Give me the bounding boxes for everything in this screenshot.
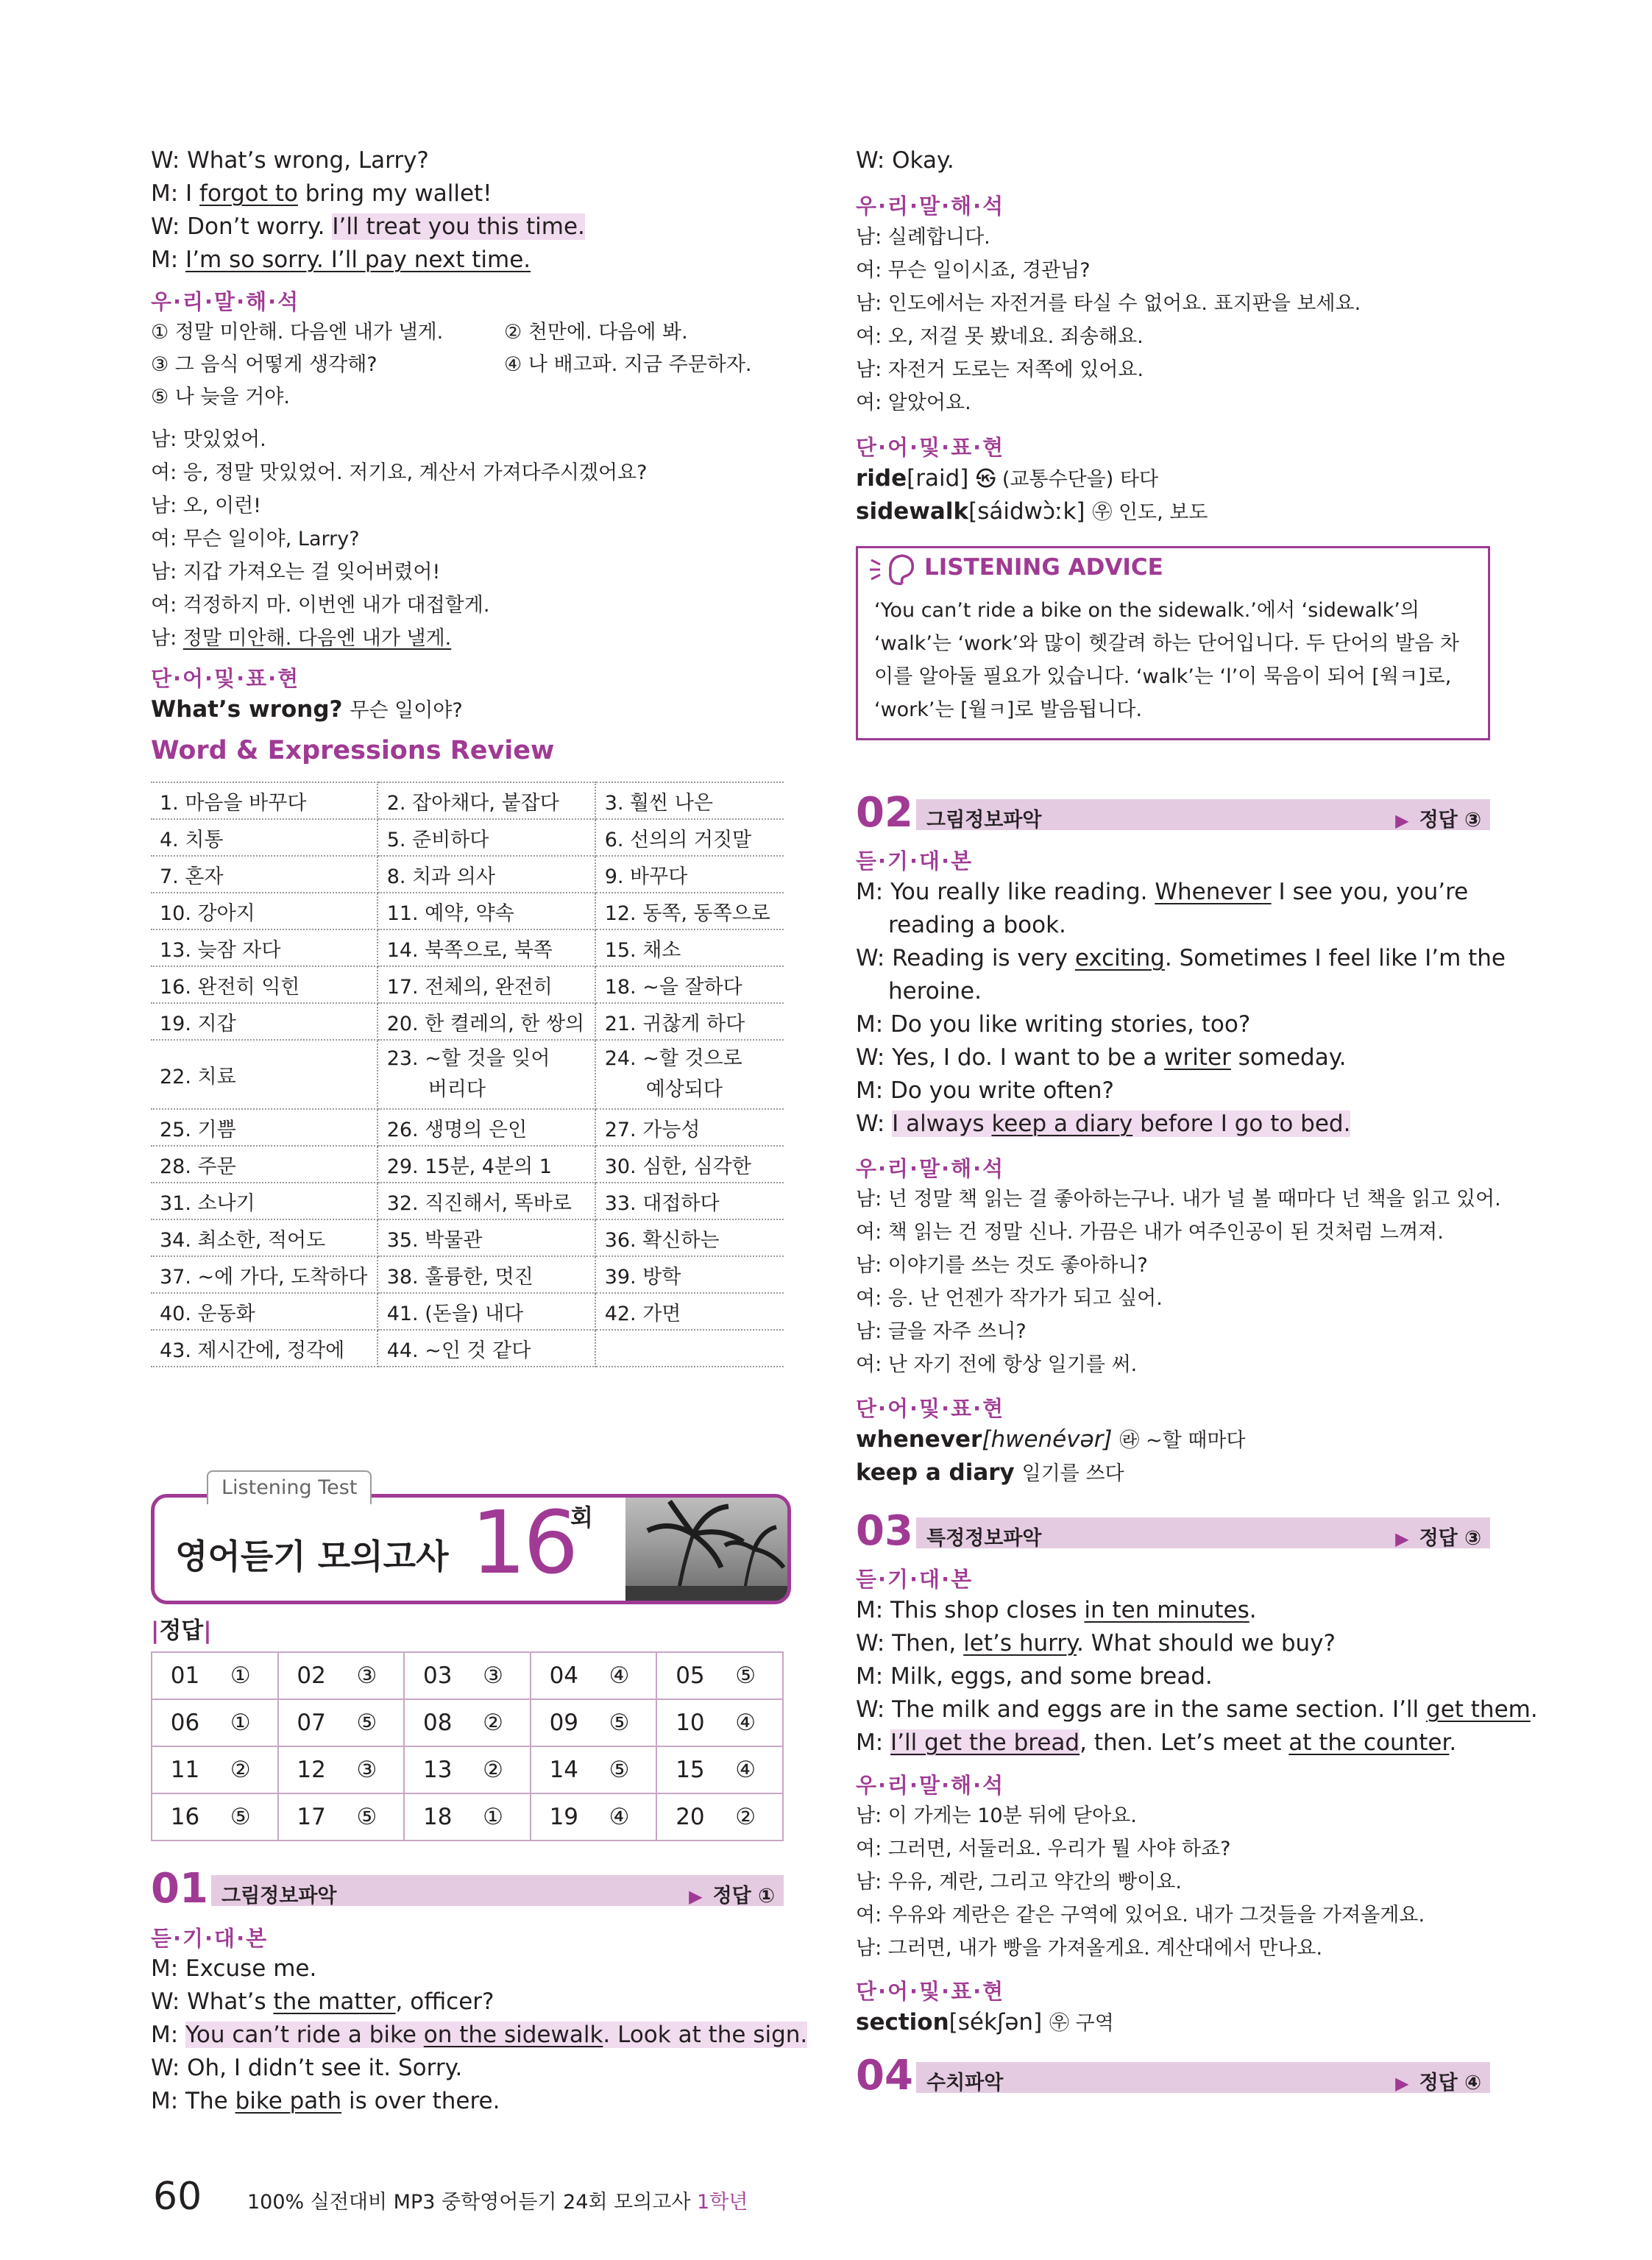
answer-cell bbox=[278, 1793, 405, 1841]
dialog-line: M: I’ll get the bread, then. Let’s meet at the counter. bbox=[856, 1729, 1457, 1756]
dialog-line: W: Okay. bbox=[856, 147, 954, 174]
footer-grade: 1학년 bbox=[697, 2191, 748, 2214]
dialog-line: M: You really like reading. Whenever I see you, you’re bbox=[856, 879, 1469, 905]
review-row bbox=[151, 1109, 784, 1146]
review-cell: 1. 마음을 바꾸다 bbox=[151, 782, 377, 819]
review-row bbox=[151, 1330, 784, 1367]
question-bar bbox=[211, 1875, 784, 1906]
review-cell: 25. 기쁨 bbox=[151, 1109, 377, 1146]
translation-line: 남: 맛있었어. bbox=[151, 428, 266, 451]
translation-line: 여: 우유와 계란은 같은 구역에 있어요. 내가 그것들을 가져올게요. bbox=[856, 1904, 1425, 1927]
review-cell: 36. 확신하는 bbox=[595, 1219, 784, 1256]
review-row bbox=[151, 966, 784, 1003]
answer-number: 07 bbox=[297, 1710, 326, 1736]
answer-cell bbox=[404, 1699, 531, 1746]
answer-cell bbox=[152, 1652, 278, 1699]
answer-number: 06 bbox=[170, 1710, 200, 1736]
advice-title: LISTENING ADVICE bbox=[924, 554, 1163, 581]
answer-choice: ⑤ bbox=[356, 1804, 377, 1830]
review-cell: 43. 제시간에, 정각에 bbox=[151, 1330, 377, 1367]
translation-line: 여: 무슨 일이야, Larry? bbox=[151, 528, 360, 550]
answer-choice: ③ bbox=[483, 1662, 503, 1689]
question-01-header bbox=[151, 1865, 784, 1913]
translation-line: 여: 그러면, 서둘러요. 우리가 뭘 사야 하죠? bbox=[856, 1838, 1231, 1860]
vocab-term: section bbox=[856, 2009, 949, 2036]
dialog-line: M: I’m so sorry. I’ll pay next time. bbox=[151, 247, 531, 273]
review-cell: 26. 생명의 은인 bbox=[377, 1109, 595, 1146]
script-heading: 듣·기·대·본 bbox=[856, 849, 974, 874]
review-title: Word & Expressions Review bbox=[151, 736, 555, 765]
answer-number: 02 bbox=[297, 1662, 326, 1689]
answer-cell bbox=[404, 1793, 531, 1841]
dialog-line: W: Reading is very exciting. Sometimes I feel like I’m the bbox=[856, 945, 1506, 971]
vocab-pron: [sékʃən] bbox=[949, 2009, 1043, 2036]
review-row bbox=[151, 1293, 784, 1330]
review-cell: 33. 대접하다 bbox=[595, 1183, 784, 1219]
answer-cell bbox=[152, 1699, 278, 1746]
review-row bbox=[151, 929, 784, 966]
translation-line: 남: 인도에서는 자전거를 타실 수 없어요. 표지판을 보세요. bbox=[856, 292, 1361, 315]
answer-number: 14 bbox=[549, 1757, 579, 1783]
option-2: ② 천만에. 다음에 봐. bbox=[504, 321, 688, 344]
review-cell: 37. ~에 가다, 도착하다 bbox=[151, 1256, 377, 1293]
answer-choice: ⑤ bbox=[609, 1710, 630, 1736]
review-row bbox=[151, 893, 784, 929]
translation-heading: 우·리·말·해·석 bbox=[151, 289, 300, 314]
vocab-def: ㉱ ~할 때마다 bbox=[1119, 1429, 1246, 1452]
vocab-entry bbox=[151, 695, 463, 726]
translation-line: 여: 걱정하지 마. 이번엔 내가 대접할게. bbox=[151, 594, 490, 617]
review-cell: 2. 잡아채다, 붙잡다 bbox=[377, 782, 595, 819]
test-number-suffix: 회 bbox=[570, 1503, 593, 1531]
option-1: ① 정말 미안해. 다음엔 내가 낼게. bbox=[151, 321, 444, 344]
vocab-def: ㉾ 인도, 보도 bbox=[1092, 501, 1208, 524]
review-cell: 6. 선의의 거짓말 bbox=[595, 819, 784, 856]
answer-choice: ⑤ bbox=[230, 1804, 251, 1830]
answer-number: 08 bbox=[422, 1710, 453, 1736]
review-cell: 18. ~을 잘하다 bbox=[595, 966, 784, 1003]
review-cell: 15. 채소 bbox=[595, 929, 784, 966]
dialog-line: W: Yes, I do. I want to be a writer someday. bbox=[856, 1044, 1347, 1071]
vocab-term: keep a diary bbox=[856, 1459, 1015, 1486]
review-cell: 11. 예약, 약속 bbox=[377, 893, 595, 929]
dialog-line: W: What’s wrong, Larry? bbox=[151, 147, 429, 174]
answer-number: 15 bbox=[676, 1757, 705, 1783]
translation-heading: 우·리·말·해·석 bbox=[856, 1156, 1005, 1181]
question-bar bbox=[916, 799, 1490, 830]
answer-number: 03 bbox=[422, 1662, 453, 1689]
vocab-pron: [hwenévər] bbox=[982, 1426, 1113, 1453]
translation-line: 남: 실례합니다. bbox=[856, 226, 990, 249]
vocab-term: ride bbox=[856, 465, 907, 492]
answer-row bbox=[152, 1746, 783, 1793]
dialog-line: W: I always keep a diary before I go to bed. bbox=[856, 1110, 1351, 1137]
question-number: 03 bbox=[856, 1507, 913, 1555]
answer-choice: ⑤ bbox=[735, 1662, 756, 1689]
review-cell: 20. 한 켤레의, 한 쌍의 bbox=[377, 1003, 595, 1040]
answer-cell bbox=[656, 1699, 783, 1746]
vocab-entry bbox=[856, 497, 1208, 528]
review-cell: 41. (돈을) 내다 bbox=[377, 1293, 595, 1330]
question-number: 04 bbox=[856, 2052, 913, 2100]
vocab-heading: 단·어·및·표·현 bbox=[151, 666, 300, 691]
translation-line: 여: 난 자기 전에 항상 일기를 써. bbox=[856, 1353, 1138, 1376]
option-5: ⑤ 나 늦을 거야. bbox=[151, 386, 290, 408]
review-cell: 40. 운동화 bbox=[151, 1293, 377, 1330]
review-cell: 27. 가능성 bbox=[595, 1109, 784, 1146]
question-03-header bbox=[856, 1507, 1490, 1555]
answer-choice: ② bbox=[483, 1710, 503, 1736]
question-bar bbox=[916, 2062, 1490, 2093]
review-cell: 16. 완전히 익힌 bbox=[151, 966, 377, 1003]
vocab-term: whenever bbox=[856, 1426, 982, 1453]
review-cell: 5. 준비하다 bbox=[377, 819, 595, 856]
translation-line: 여: 책 읽는 건 정말 신나. 가끔은 내가 여주인공이 된 것처럼 느껴져. bbox=[856, 1221, 1444, 1244]
banner-title: 영어듣기 모의고사 bbox=[175, 1537, 449, 1576]
answer-number: 17 bbox=[297, 1804, 326, 1830]
review-cell: 8. 치과 의사 bbox=[377, 856, 595, 893]
dialog-line: W: Oh, I didn’t see it. Sorry. bbox=[151, 2055, 463, 2081]
answer-number: 16 bbox=[170, 1804, 200, 1830]
question-answer: ▶ 정답 ③ bbox=[1395, 809, 1481, 832]
question-type: 그림정보파악 bbox=[221, 1885, 337, 1907]
palm-tree-icon bbox=[625, 1498, 787, 1601]
answer-choice: ② bbox=[483, 1757, 503, 1783]
answer-choice: ⑤ bbox=[609, 1757, 630, 1783]
review-cell: 10. 강아지 bbox=[151, 893, 377, 929]
review-row bbox=[151, 1040, 784, 1109]
review-cell: 32. 직진해서, 똑바로 bbox=[377, 1183, 595, 1219]
dialog-line: M: This shop closes in ten minutes. bbox=[856, 1597, 1257, 1623]
translation-line: 여: 응. 난 언젠가 작가가 되고 싶어. bbox=[856, 1287, 1163, 1310]
translation-heading: 우·리·말·해·석 bbox=[856, 194, 1005, 219]
translation-line: 남: 정말 미안해. 다음엔 내가 낼게. bbox=[151, 627, 452, 650]
translation-line: 남: 이 가게는 10분 뒤에 닫아요. bbox=[856, 1804, 1137, 1827]
review-cell: 7. 혼자 bbox=[151, 856, 377, 893]
review-cell: 13. 늦잠 자다 bbox=[151, 929, 377, 966]
answer-choice: ② bbox=[735, 1804, 756, 1830]
advice-line: 이를 알아둘 필요가 있습니다. ‘walk’는 ‘l’이 묵음이 되어 [웍ㅋ]로, bbox=[874, 665, 1452, 688]
advice-line: ‘You can’t ride a bike on the sidewalk.’에서 ‘sidewalk’의 bbox=[874, 599, 1419, 622]
dialog-line: M: Do you write often? bbox=[856, 1077, 1115, 1104]
dialog-line: W: Then, let’s hurry. What should we buy? bbox=[856, 1630, 1336, 1657]
vocab-term: sidewalk bbox=[856, 498, 969, 525]
translation-line: 남: 이야기를 쓰는 것도 좋아하니? bbox=[856, 1254, 1148, 1277]
review-cell: 19. 지갑 bbox=[151, 1003, 377, 1040]
vocab-pron: [sáidwɔ̀ːk] bbox=[968, 498, 1085, 525]
vocab-def: 일기를 쓰다 bbox=[1021, 1462, 1124, 1485]
test-number: 16 bbox=[471, 1494, 576, 1593]
review-cell: 44. ~인 것 같다 bbox=[377, 1330, 595, 1367]
review-cell: 3. 훨씬 나은 bbox=[595, 782, 784, 819]
review-cell: 17. 전체의, 완전히 bbox=[377, 966, 595, 1003]
review-cell: 34. 최소한, 적어도 bbox=[151, 1219, 377, 1256]
answer-cell bbox=[278, 1652, 405, 1699]
translation-line: 여: 오, 저걸 못 봤네요. 죄송해요. bbox=[856, 325, 1144, 348]
dialog-line: M: The bike path is over there. bbox=[151, 2088, 500, 2114]
page-number: 60 bbox=[153, 2175, 202, 2219]
translation-line: 남: 우유, 계란, 그리고 약간의 빵이요. bbox=[856, 1871, 1182, 1894]
advice-body bbox=[874, 594, 1472, 726]
vocab-def: ㉿ (교통수단을) 타다 bbox=[976, 468, 1159, 491]
question-answer: ▶ 정답 ① bbox=[689, 1885, 775, 1907]
answer-number: 04 bbox=[549, 1662, 579, 1689]
review-cell: 22. 치료 bbox=[151, 1040, 377, 1109]
answer-choice: ③ bbox=[356, 1757, 377, 1783]
review-row bbox=[151, 1219, 784, 1256]
answer-number: 01 bbox=[170, 1662, 200, 1689]
answer-number: 19 bbox=[549, 1804, 579, 1830]
vocab-entry bbox=[856, 1458, 1124, 1489]
vocab-pron: [raid] bbox=[907, 465, 969, 492]
question-answer: ▶ 정답 ③ bbox=[1395, 1527, 1481, 1550]
review-row bbox=[151, 819, 784, 856]
listening-advice-box bbox=[856, 546, 1490, 740]
review-cell: 39. 방학 bbox=[595, 1256, 784, 1293]
review-row bbox=[151, 782, 784, 819]
review-row bbox=[151, 856, 784, 893]
vocab-heading: 단·어·및·표·현 bbox=[856, 1979, 1005, 2004]
review-cell: 31. 소나기 bbox=[151, 1183, 377, 1219]
translation-line: 남: 자전거 도로는 저쪽에 있어요. bbox=[856, 358, 1144, 381]
dialog-line: M: I forgot to bring my wallet! bbox=[151, 180, 492, 207]
review-cell: 23. ~할 것을 잊어 버리다 bbox=[377, 1040, 595, 1109]
answer-choice: ④ bbox=[609, 1662, 630, 1689]
advice-line: ‘work’는 [월ㅋ]로 발음됩니다. bbox=[874, 698, 1143, 721]
review-row bbox=[151, 1183, 784, 1219]
banner-frame bbox=[151, 1494, 791, 1604]
palm-tree-photo bbox=[625, 1498, 787, 1601]
triangle-icon: ▶ bbox=[1395, 1528, 1409, 1549]
answer-choice: ① bbox=[230, 1662, 251, 1689]
answer-number: 20 bbox=[676, 1804, 705, 1830]
answer-cell bbox=[152, 1746, 278, 1793]
answer-heading: |정답| bbox=[151, 1618, 212, 1644]
review-table bbox=[151, 782, 784, 1367]
answer-number: 18 bbox=[422, 1804, 453, 1830]
question-02-header bbox=[856, 789, 1490, 837]
translation-line: 여: 알았어요. bbox=[856, 392, 971, 414]
dialog-line: W: What’s the matter, officer? bbox=[151, 1988, 494, 2015]
dialog-line: M: Excuse me. bbox=[151, 1955, 317, 1982]
vocab-heading: 단·어·및·표·현 bbox=[856, 435, 1005, 460]
question-answer: ▶ 정답 ④ bbox=[1395, 2072, 1481, 2094]
answer-cell bbox=[404, 1652, 531, 1699]
answer-cell bbox=[531, 1793, 657, 1841]
triangle-icon: ▶ bbox=[1395, 810, 1409, 831]
answer-cell bbox=[404, 1746, 531, 1793]
review-cell bbox=[595, 1330, 784, 1367]
banner-tab: Listening Test bbox=[207, 1470, 372, 1504]
answer-choice: ⑤ bbox=[356, 1710, 377, 1736]
triangle-icon: ▶ bbox=[1395, 2073, 1409, 2094]
question-bar bbox=[916, 1517, 1490, 1548]
dialog-line: M: Milk, eggs, and some bread. bbox=[856, 1663, 1213, 1690]
review-cell: 9. 바꾸다 bbox=[595, 856, 784, 893]
translation-heading: 우·리·말·해·석 bbox=[856, 1773, 1005, 1798]
ear-icon bbox=[867, 551, 918, 595]
script-heading: 듣·기·대·본 bbox=[856, 1567, 974, 1592]
answer-cell bbox=[531, 1699, 657, 1746]
review-row bbox=[151, 1146, 784, 1183]
dialog-line: M: You can’t ride a bike on the sidewalk. Look at the sign. bbox=[151, 2022, 808, 2048]
answer-row bbox=[152, 1793, 783, 1841]
answer-number: 11 bbox=[170, 1757, 200, 1783]
answer-choice: ② bbox=[230, 1757, 251, 1783]
answer-choice: ③ bbox=[356, 1662, 377, 1689]
translation-line: 여: 응, 정말 맛있었어. 저기요, 계산서 가져다주시겠어요? bbox=[151, 461, 648, 484]
dialog-line: heroine. bbox=[888, 978, 982, 1005]
review-cell: 21. 귀찮게 하다 bbox=[595, 1003, 784, 1040]
review-row bbox=[151, 1003, 784, 1040]
answer-choice: ④ bbox=[609, 1804, 630, 1830]
answer-cell bbox=[278, 1699, 405, 1746]
question-type: 수치파악 bbox=[926, 2072, 1004, 2094]
translation-line: 남: 지갑 가져오는 걸 잊어버렸어! bbox=[151, 561, 441, 584]
vocab-def: 무슨 일이야? bbox=[350, 699, 463, 722]
translation-line: 남: 그러면, 내가 빵을 가져올게요. 계산대에서 만나요. bbox=[856, 1937, 1323, 1960]
question-type: 특정정보파악 bbox=[926, 1527, 1042, 1550]
question-type: 그림정보파악 bbox=[926, 809, 1042, 832]
answer-heading-text: 정답 bbox=[159, 1618, 204, 1644]
triangle-icon: ▶ bbox=[689, 1886, 703, 1907]
review-cell: 42. 가면 bbox=[595, 1293, 784, 1330]
answer-cell bbox=[656, 1652, 783, 1699]
vocab-def: ㉾ 구역 bbox=[1049, 2012, 1114, 2035]
review-row bbox=[151, 1256, 784, 1293]
script-heading: 듣·기·대·본 bbox=[151, 1926, 269, 1951]
answer-table bbox=[151, 1651, 784, 1841]
answer-cell bbox=[656, 1793, 783, 1841]
option-3: ③ 그 음식 어떻게 생각해? bbox=[151, 353, 377, 376]
question-number: 02 bbox=[856, 789, 913, 837]
advice-line: ‘walk’는 ‘work’와 많이 헷갈려 하는 단어입니다. 두 단어의 발음 차 bbox=[874, 632, 1459, 655]
translation-line: 여: 무슨 일이시죠, 경관님? bbox=[856, 259, 1091, 282]
option-4: ④ 나 배고파. 지금 주문하자. bbox=[504, 353, 752, 376]
answer-cell bbox=[278, 1746, 405, 1793]
review-cell: 14. 북쪽으로, 북쪽 bbox=[377, 929, 595, 966]
answer-row bbox=[152, 1699, 783, 1746]
answer-choice: ① bbox=[483, 1804, 503, 1830]
dialog-line: W: Don’t worry. I’ll treat you this time. bbox=[151, 213, 585, 240]
listening-test-banner bbox=[151, 1467, 791, 1607]
answer-number: 13 bbox=[422, 1757, 453, 1783]
translation-line: 남: 오, 이런! bbox=[151, 495, 261, 517]
review-cell: 30. 심한, 심각한 bbox=[595, 1146, 784, 1183]
vocab-heading: 단·어·및·표·현 bbox=[856, 1396, 1005, 1421]
review-cell: 12. 동쪽, 동쪽으로 bbox=[595, 893, 784, 929]
footer-book-title: 100% 실전대비 MP3 중학영어듣기 24회 모의고사 bbox=[247, 2191, 691, 2214]
answer-row bbox=[152, 1652, 783, 1699]
question-04-header bbox=[856, 2052, 1490, 2100]
answer-number: 10 bbox=[676, 1710, 705, 1736]
dialog-line: M: Do you like writing stories, too? bbox=[856, 1011, 1251, 1038]
vocab-entry bbox=[856, 464, 1158, 495]
answer-number: 05 bbox=[676, 1662, 705, 1689]
vocab-entry bbox=[856, 2008, 1114, 2038]
dialog-line: reading a book. bbox=[888, 912, 1066, 938]
answer-cell bbox=[152, 1793, 278, 1841]
answer-number: 12 bbox=[297, 1757, 326, 1783]
vocab-entry bbox=[856, 1425, 1246, 1456]
review-cell: 28. 주문 bbox=[151, 1146, 377, 1183]
answer-cell bbox=[531, 1746, 657, 1793]
review-cell: 4. 치통 bbox=[151, 819, 377, 856]
translation-line: 남: 글을 자주 쓰니? bbox=[856, 1320, 1027, 1343]
answer-choice: ① bbox=[230, 1710, 251, 1736]
review-cell: 35. 박물관 bbox=[377, 1219, 595, 1256]
review-cell: 24. ~할 것으로 예상되다 bbox=[595, 1040, 784, 1109]
dialog-line: W: The milk and eggs are in the same section. I’ll get them. bbox=[856, 1696, 1538, 1723]
answer-cell bbox=[531, 1652, 657, 1699]
answer-choice: ④ bbox=[735, 1757, 756, 1783]
review-cell: 29. 15분, 4분의 1 bbox=[377, 1146, 595, 1183]
translation-line: 남: 넌 정말 책 읽는 걸 좋아하는구나. 내가 널 볼 때마다 넌 책을 읽고 있어. bbox=[856, 1188, 1501, 1211]
vocab-term: What’s wrong? bbox=[151, 696, 343, 723]
review-cell: 38. 훌륭한, 멋진 bbox=[377, 1256, 595, 1293]
question-number: 01 bbox=[151, 1865, 208, 1913]
answer-cell bbox=[656, 1746, 783, 1793]
answer-choice: ④ bbox=[735, 1710, 756, 1736]
answer-number: 09 bbox=[549, 1710, 579, 1736]
footer-title bbox=[247, 2186, 748, 2214]
